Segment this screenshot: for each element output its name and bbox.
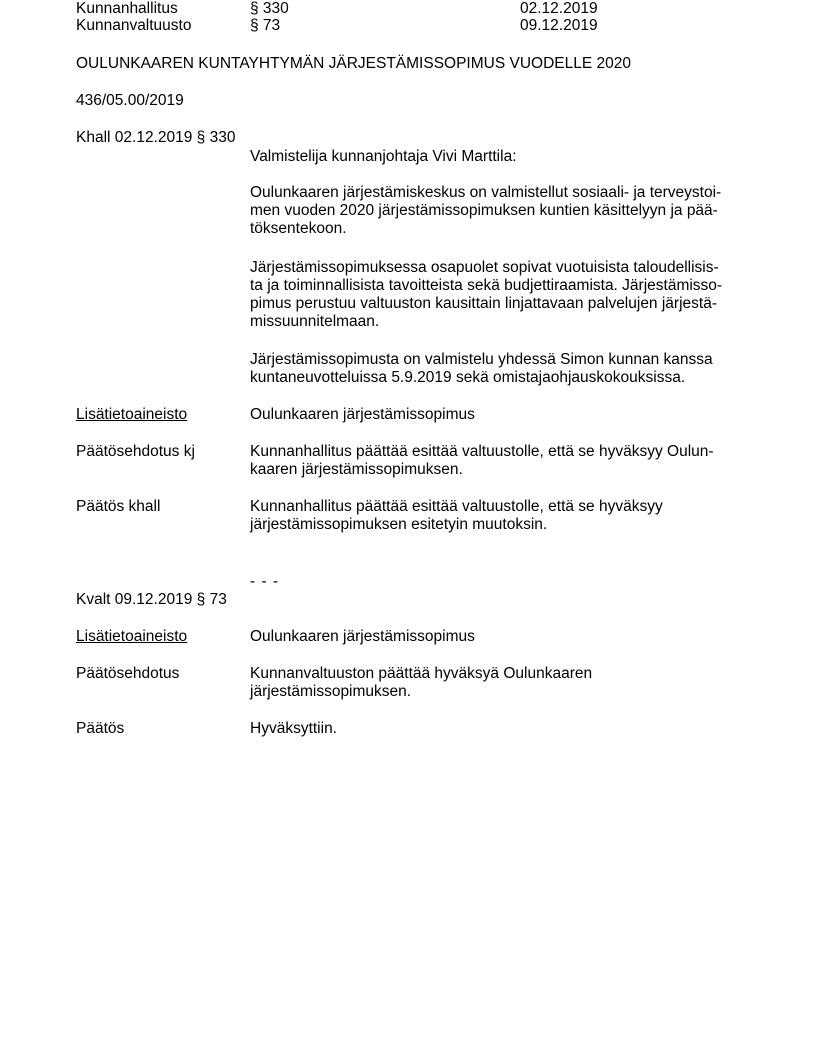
header-row-kvalt (0, 17, 816, 35)
proposal-line: järjestämissopimuksen. (250, 683, 412, 700)
paragraph-2 (250, 259, 750, 331)
paragraph-line: ta ja toiminnallisista tavoitteista sekä budjettiraamista. Järjestämisso- (250, 277, 723, 294)
paragraph-line: pimus perustuu valtuuston kausittain linjattavaan palvelujen järjestä- (250, 295, 717, 312)
paragraph-line: kuntaneuvotteluissa 5.9.2019 sekä omistajaohjauskokouksissa. (250, 369, 686, 386)
khall-decision-text (250, 498, 750, 534)
khall-attachment-value: Oulunkaaren järjestämissopimus (250, 406, 475, 423)
kvalt-proposal-text (250, 665, 750, 701)
proposal-line: Kunnanvaltuuston päättää hyväksyä Oulunkaaren (250, 665, 593, 682)
paragraph-line: Järjestämissopimuksessa osapuolet sopivat vuotuisista taloudellisis- (250, 259, 719, 276)
paragraph-line: Järjestämissopimusta on valmistelu yhdessä Simon kunnan kanssa (250, 351, 713, 368)
decision-line: Kunnanhallitus päättää esittää valtuustolle, että se hyväksyy (250, 498, 663, 515)
header-body-name: Kunnanvaltuusto (76, 17, 192, 34)
paragraph-line: töksentekoon. (250, 220, 347, 237)
kvalt-attachment-value: Oulunkaaren järjestämissopimus (250, 628, 475, 645)
header-section: § 330 (250, 0, 289, 17)
khall-heading: Khall 02.12.2019 § 330 (76, 129, 236, 146)
paragraph-line: missuunnitelmaan. (250, 313, 380, 330)
header-body-name: Kunnanhallitus (76, 0, 178, 17)
khall-attachment-label[interactable]: Lisätietoaineisto (76, 406, 188, 423)
khall-proposal-text (250, 443, 750, 479)
header-row-khall (0, 0, 816, 18)
khall-proposal-label: Päätösehdotus kj (76, 443, 195, 460)
khall-decision-label: Päätös khall (76, 498, 161, 515)
proposal-line: kaaren järjestämissopimuksen. (250, 461, 463, 478)
header-date: 09.12.2019 (520, 17, 598, 34)
kvalt-decision-text: Hyväksyttiin. (250, 720, 337, 737)
kvalt-attachment-label[interactable]: Lisätietoaineisto (76, 628, 188, 645)
kvalt-heading: Kvalt 09.12.2019 § 73 (76, 591, 227, 608)
paragraph-1 (250, 184, 750, 238)
proposal-line: Kunnanhallitus päättää esittää valtuustolle, että se hyväksyy Oulun- (250, 443, 714, 460)
paragraph-line: Oulunkaaren järjestämiskeskus on valmistellut sosiaali- ja terveystoi- (250, 184, 722, 201)
header-date: 02.12.2019 (520, 0, 598, 17)
preparer-line: Valmistelija kunnanjohtaja Vivi Marttila: (250, 148, 517, 165)
paragraph-3 (250, 351, 750, 387)
decision-line: järjestämissopimuksen esitetyin muutoksin. (250, 516, 548, 533)
kvalt-decision-label: Päätös (76, 720, 125, 737)
kvalt-proposal-label: Päätösehdotus (76, 665, 180, 682)
section-separator: - - - (250, 573, 280, 590)
record-number: 436/05.00/2019 (76, 92, 184, 109)
document-title: OULUNKAAREN KUNTAYHTYMÄN JÄRJESTÄMISSOPIMUS VUODELLE 2020 (76, 55, 631, 72)
paragraph-line: men vuoden 2020 järjestämissopimuksen kuntien käsittelyyn ja pää- (250, 202, 718, 219)
header-section: § 73 (250, 17, 281, 34)
